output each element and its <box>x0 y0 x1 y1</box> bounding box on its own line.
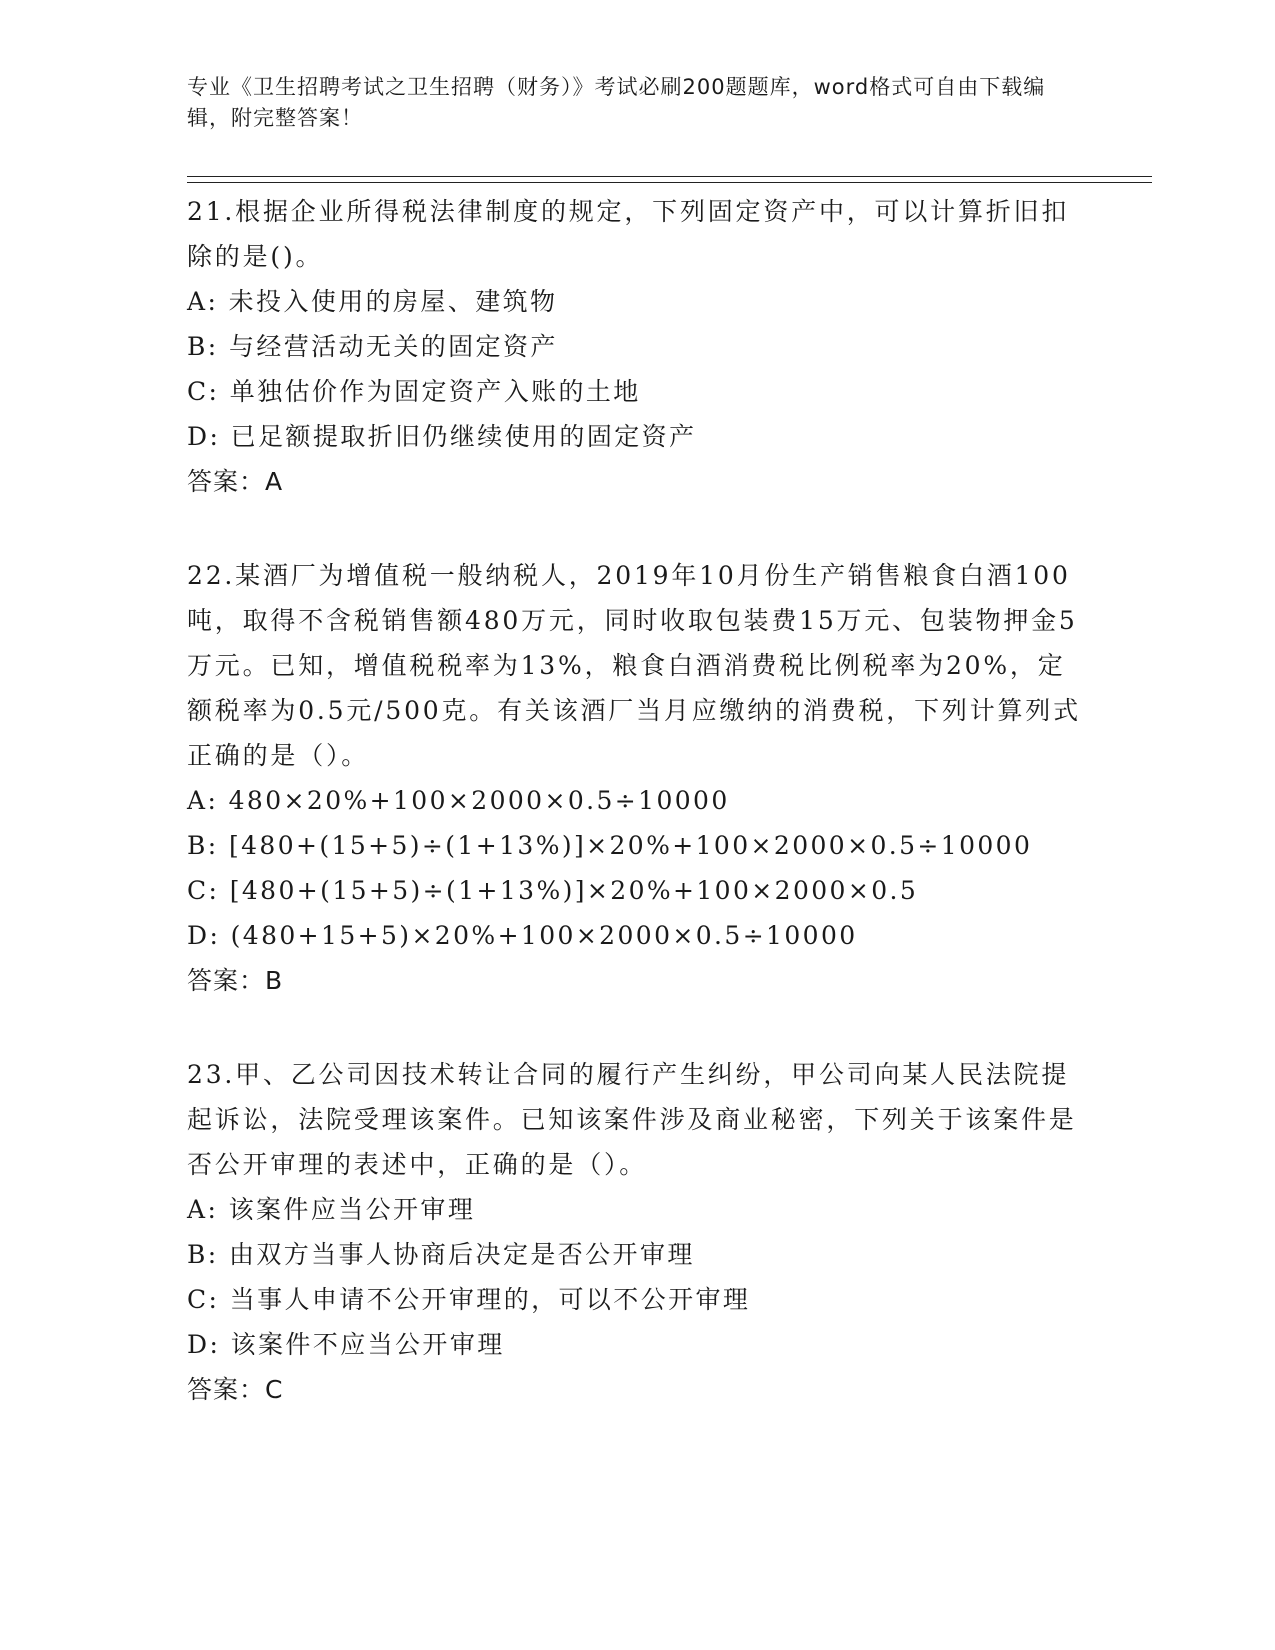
option-d: D: (480+15+5)×20%+100×2000×0.5÷10000 <box>187 921 858 950</box>
option-d: D: 已足额提取折旧仍继续使用的固定资产 <box>187 422 697 451</box>
question-23 <box>187 1052 1087 1412</box>
question-stem: 22.某酒厂为增值税一般纳税人，2019年10月份生产销售粮食白酒100吨，取得不含税销售额480万元，同时收取包装费15万元、包装物押金5万元。已知，增值税税率为13%，粮食白酒消费税比例税率为20%，定额税率为0.5元/500克。有关该酒厂当月应缴纳的消费税，下列计算列式正确的是（）。 <box>187 561 1081 770</box>
option-a: A: 该案件应当公开审理 <box>187 1195 476 1224</box>
answer: 答案：B <box>187 966 284 995</box>
header-divider-bottom <box>187 182 1152 183</box>
answer: 答案：C <box>187 1375 284 1404</box>
question-21 <box>187 189 1087 504</box>
option-d: D: 该案件不应当公开审理 <box>187 1330 505 1359</box>
document-header: 专业《卫生招聘考试之卫生招聘（财务）》考试必刷200题题库，word格式可自由下载编辑，附完整答案！ <box>187 75 1046 130</box>
option-c: C: 当事人申请不公开审理的，可以不公开审理 <box>187 1285 751 1314</box>
option-c: C: [480+(15+5)÷(1+13%)]×20%+100×2000×0.5 <box>187 876 919 905</box>
question-stem: 23.甲、乙公司因技术转让合同的履行产生纠纷，甲公司向某人民法院提起诉讼，法院受理该案件。已知该案件涉及商业秘密，下列关于该案件是否公开审理的表述中，正确的是（）。 <box>187 1060 1077 1179</box>
option-b: B: [480+(15+5)÷(1+13%)]×20%+100×2000×0.5÷10000 <box>187 831 1033 860</box>
header-divider-top <box>187 176 1152 177</box>
question-22 <box>187 553 1087 1003</box>
answer: 答案：A <box>187 467 284 496</box>
option-b: B: 与经营活动无关的固定资产 <box>187 332 558 361</box>
option-a: A: 480×20%+100×2000×0.5÷10000 <box>187 786 730 815</box>
option-a: A: 未投入使用的房屋、建筑物 <box>187 287 558 316</box>
option-b: B: 由双方当事人协商后决定是否公开审理 <box>187 1240 695 1269</box>
question-stem: 21.根据企业所得税法律制度的规定，下列固定资产中，可以计算折旧扣除的是()。 <box>187 197 1070 271</box>
option-c: C: 单独估价作为固定资产入账的土地 <box>187 377 641 406</box>
